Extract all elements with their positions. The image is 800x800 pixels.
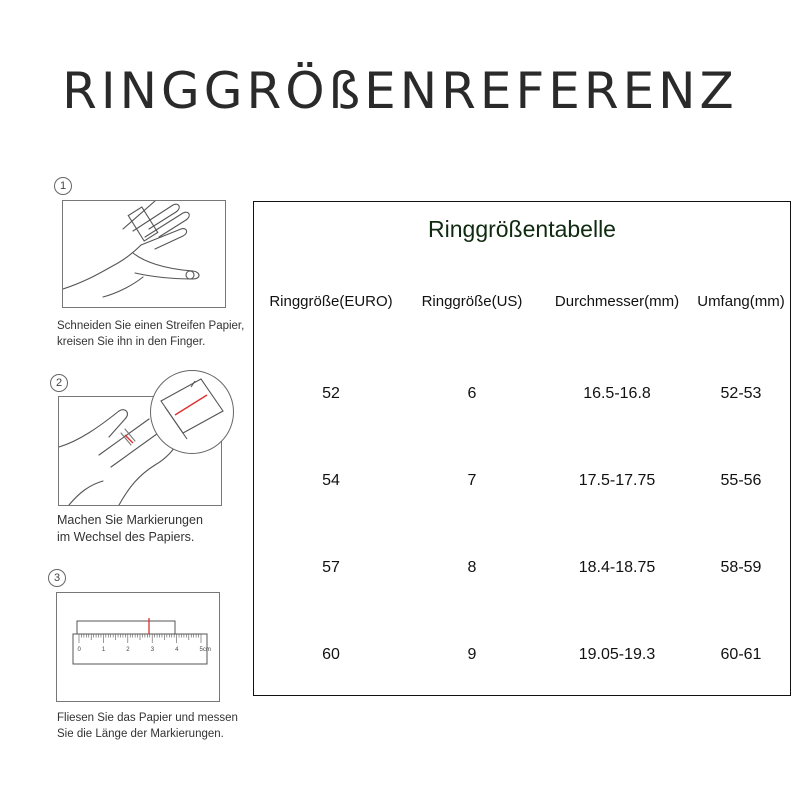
cell-us: 7 [467,472,477,489]
cell-us: 9 [467,646,477,663]
cell-us: 8 [467,559,477,576]
cell-euro: 60 [322,646,340,663]
paper-strip [77,621,175,634]
cell-euro: 54 [322,472,340,489]
ruler-label: 5cm [199,647,211,653]
header-euro: Ringgröße(EURO) [269,293,393,310]
header-diameter: Durchmesser(mm) [554,293,680,310]
cell-diameter: 19.05-19.3 [578,646,656,663]
ring-size-table [253,201,791,696]
cell-euro: 52 [322,385,340,402]
step-1-caption: Schneiden Sie einen Streifen Papier, kreisen Sie ihn in den Finger. [57,320,245,348]
cell-diameter: 17.5-17.75 [578,472,656,489]
magnified-detail-circle [150,370,234,454]
hand-paper-strip-illustration [62,200,226,308]
cell-euro: 57 [322,559,340,576]
step-number-2: 2 [50,374,68,392]
cell-circumference: 60-61 [720,646,762,663]
ruler-measure-illustration [56,592,220,702]
header-circumference: Umfang(mm) [697,293,785,310]
ruler-label: 3 [150,647,155,653]
ruler-label: 0 [77,647,81,653]
cell-circumference: 52-53 [720,385,762,402]
page-title: RINGGRÖßENREFERENZ [62,62,738,120]
cell-circumference: 55-56 [720,472,762,489]
step-number-3: 3 [48,569,66,587]
table-title: Ringgrößentabelle [428,216,616,242]
ruler-label: 4 [175,647,179,653]
step-3-caption: Fliesen Sie das Papier und messen Sie die Länge der Markierungen. [57,712,238,740]
header-us: Ringgröße(US) [421,293,523,310]
cell-us: 6 [467,385,477,402]
ruler-label: 1 [101,647,106,653]
cell-diameter: 16.5-16.8 [583,385,651,402]
cell-diameter: 18.4-18.75 [578,559,656,576]
step-number-1: 1 [54,177,72,195]
cell-circumference: 58-59 [720,559,762,576]
ruler-label: 2 [126,647,130,653]
step-2-caption: Machen Sie Markierungen im Wechsel des Papiers. [57,513,203,544]
